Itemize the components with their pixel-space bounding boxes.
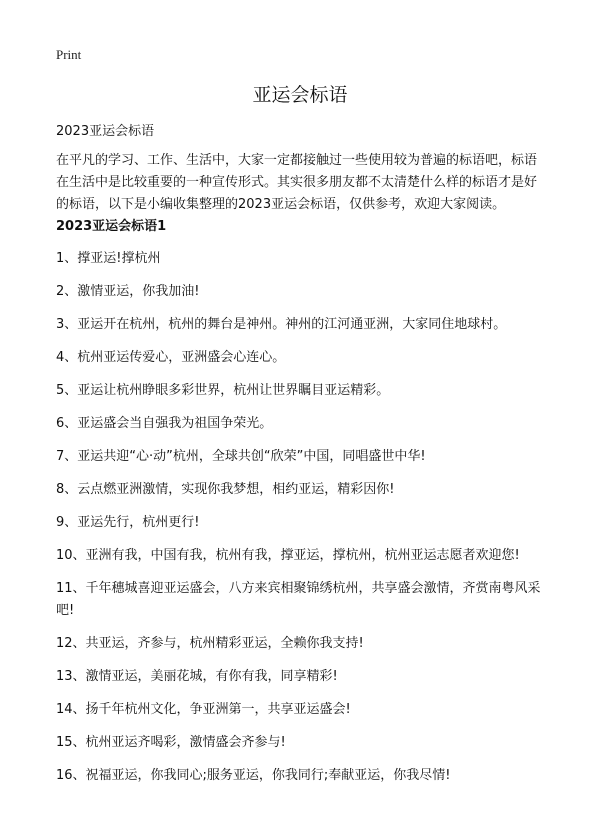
section-heading: 2023亚运会标语1 bbox=[56, 219, 167, 234]
print-link[interactable]: Print bbox=[56, 47, 82, 62]
intro-paragraph: 在平凡的学习、工作、生活中，大家一定都接触过一些使用较为普遍的标语吧，标语在生活中是比较重要的一种宣传形式。其实很多朋友都不太清楚什么样的标语才是好的标语，以下是小编收集整理的2023亚运会标语，仅供参考，欢迎大家阅读。 bbox=[56, 153, 538, 212]
slogan-item: 6、亚运盛会当自强我为祖国争荣光。 bbox=[56, 416, 273, 431]
slogan-item: 14、扬千年杭州文化，争亚洲第一，共享亚运盛会! bbox=[56, 702, 351, 717]
slogan-item: 8、云点燃亚洲激情，实现你我梦想，相约亚运，精彩因你! bbox=[56, 482, 395, 497]
slogan-item: 5、亚运让杭州睁眼多彩世界，杭州让世界瞩目亚运精彩。 bbox=[56, 383, 390, 398]
page-title: 亚运会标语 bbox=[252, 84, 348, 106]
slogan-list bbox=[56, 248, 548, 798]
slogan-item: 11、千年穗城喜迎亚运盛会，八方来宾相聚锦绣杭州，共享盛会激情，齐赏南粤风采吧! bbox=[56, 581, 541, 618]
slogan-item: 7、亚运共迎“心·动”杭州，全球共创“欣荣”中国，同唱盛世中华! bbox=[56, 449, 426, 464]
slogan-item: 4、杭州亚运传爱心，亚洲盛会心连心。 bbox=[56, 350, 286, 365]
slogan-item: 15、杭州亚运齐喝彩，激情盛会齐参与! bbox=[56, 735, 286, 750]
slogan-item: 13、激情亚运，美丽花城，有你有我，同享精彩! bbox=[56, 669, 338, 684]
slogan-item: 16、祝福亚运，你我同心;服务亚运，你我同行;奉献亚运，你我尽情! bbox=[56, 768, 451, 783]
document-subtitle: 2023亚运会标语 bbox=[56, 124, 155, 139]
slogan-item: 10、亚洲有我，中国有我，杭州有我，撑亚运，撑杭州，杭州亚运志愿者欢迎您! bbox=[56, 548, 520, 563]
slogan-item: 1、撑亚运!撑杭州 bbox=[56, 251, 161, 266]
slogan-item: 2、激情亚运，你我加油! bbox=[56, 284, 200, 299]
slogan-item: 3、亚运开在杭州，杭州的舞台是神州。神州的江河通亚洲，大家同住地球村。 bbox=[56, 317, 507, 332]
slogan-item: 9、亚运先行，杭州更行! bbox=[56, 515, 200, 530]
slogan-item: 12、共亚运，齐参与，杭州精彩亚运，全赖你我支持! bbox=[56, 636, 364, 651]
